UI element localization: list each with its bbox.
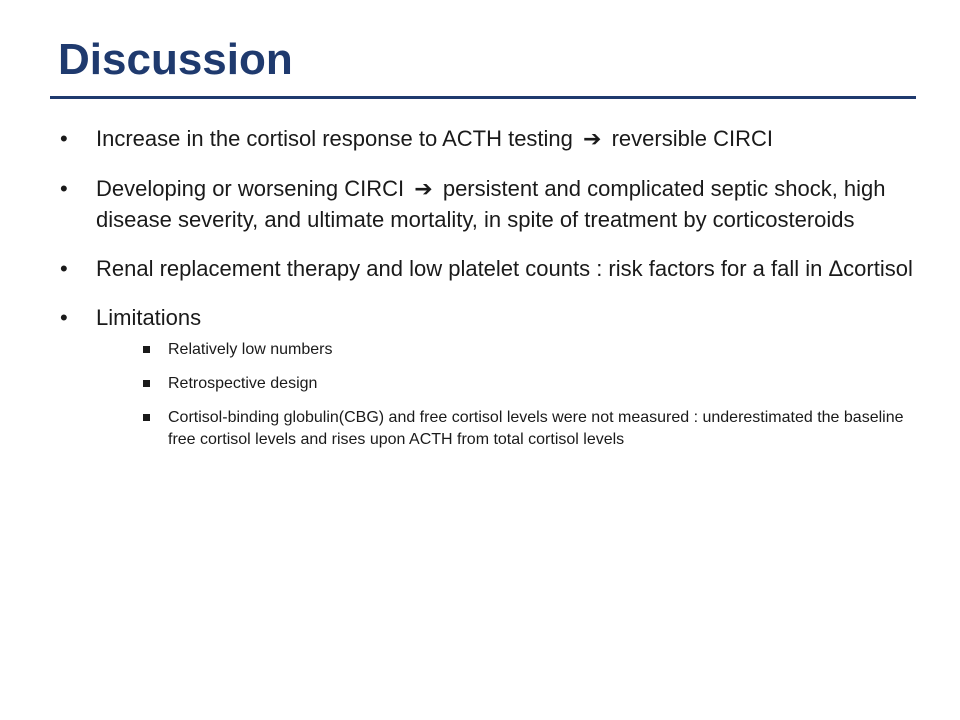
bullet-text: reversible CIRCI <box>611 126 773 151</box>
sub-bullet-text: Retrospective design <box>168 375 318 392</box>
bullet-item-limitations <box>60 303 920 451</box>
bullet-dot-icon: • <box>60 176 68 201</box>
square-bullet-icon <box>143 346 150 353</box>
bullet-item <box>60 174 920 235</box>
bullet-item <box>60 254 920 284</box>
sub-bullet-text: Relatively low numbers <box>168 341 333 358</box>
sub-bullet-text: Cortisol-binding globulin(CBG) and free cortisol levels were not measured : underestimated the baseline free cortisol levels and rises upon ACTH from total cortisol levels <box>168 409 904 448</box>
square-bullet-icon <box>143 414 150 421</box>
slide-content <box>60 124 920 470</box>
right-arrow-icon: ➔ <box>583 127 602 152</box>
bullet-item <box>60 124 920 155</box>
sub-bullet-item <box>132 339 908 361</box>
bullet-dot-icon: • <box>60 256 68 281</box>
bullet-text: Renal replacement therapy and low platelet counts : risk factors for a fall in Δcortisol <box>96 256 913 281</box>
bullet-text: persistent and complicated septic shock, high disease severity, and ultimate mortality, in spite of treatment by corticosteroids <box>96 176 886 232</box>
bullet-text: Increase in the cortisol response to ACTH testing <box>96 126 573 151</box>
slide-title: Discussion <box>58 35 293 84</box>
bullet-text: Limitations <box>96 305 202 330</box>
limitations-sub-list <box>132 339 920 451</box>
sub-bullet-item <box>132 407 908 451</box>
bullet-dot-icon: • <box>60 126 68 151</box>
square-bullet-icon <box>143 380 150 387</box>
right-arrow-icon: ➔ <box>414 177 433 202</box>
bullet-dot-icon: • <box>60 305 68 330</box>
sub-bullet-item <box>132 373 908 395</box>
title-underline <box>50 96 916 99</box>
bullet-text: Developing or worsening CIRCI <box>96 176 405 201</box>
